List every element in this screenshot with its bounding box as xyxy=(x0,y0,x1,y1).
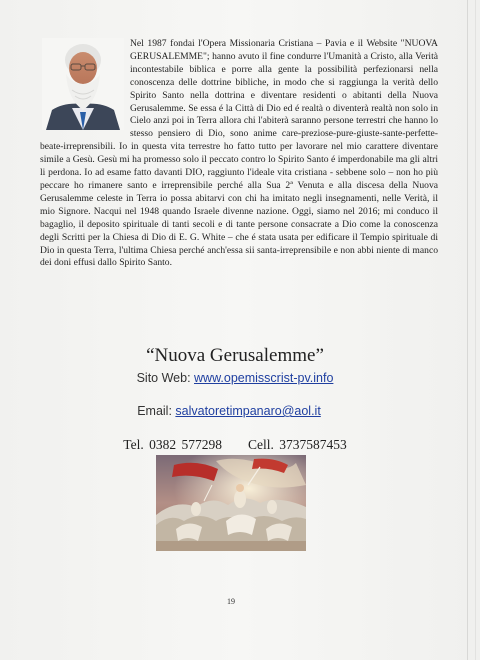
page-edge xyxy=(475,0,476,660)
email-link[interactable]: salvatoretimpanaro@aol.it xyxy=(175,404,321,418)
phone-line xyxy=(0,437,470,453)
page-edge xyxy=(467,0,468,660)
body-paragraph: Nel 1987 fondai l'Opera Missionaria Cristiana – Pavia e il Website "NUOVA GERUSALEMME"; hanno avuto il fine condurre l'Umanità a Cristo, alla Verità incontestabile biblica e porre alla gente la possibilità perfezionarsi nella conoscenza delle dottrine bibliche, in modo che si raggiunga la verità dello Spirito Santo nella dottrina e diventare residenti o abitanti della Nuova Gerusalemme. Se essa é la Città di Dio ed é realtà o diventerà realtà non solo in Cielo anzi poi in Terra allora chi l'abiterà saranno persone terrestri che hanno lo stesso pensiero di Dio, sono anime care-preziose-pure-giuste-sante-perfette-beate-irreprensibili. Io in questa vita terrestre ho fatto tutto per lavorare nel mio carattere diventare simile a Gesù. Gesù mi ha promesso solo il peccato contro lo Spirito Santo é imperdonabile ma gli altri li perdona. Io ad esame fatto davanti DIO, raggiunto l'ideale vita cristiana - sebbene solo – non ho più peccare ho rimanere santo e irreprensibile perché alla Sua 2ª Venuta e alla discesa della Nuova Gerusalemme celeste in Terra io possa abitarvi con chi ha imitato negli insegnamenti, nelle Verità, il mio Signore. Nacqui nel 1948 quando Israele divenne nazione. Oggi, siamo nel 2016; mi conduco il bagaglio, il deposito spirituale di tanti secoli e di tante persone consacrate a Dio come la conoscenza degli Scritti per la Chiesa di Dio di E. G. White – che é stata usata per edificare il Tempio spirituale di Dio in questa Terra, l'ultima Chiesa perché anch'essa sii santa-irreprensibile e non abbi niente di manco dei doni effusi dallo Spirito Santo. xyxy=(40,38,438,269)
email-line xyxy=(0,404,458,418)
email-label: Email: xyxy=(137,404,176,418)
website-label: Sito Web: xyxy=(136,371,195,385)
page-number: 19 xyxy=(227,597,235,606)
website-line xyxy=(0,371,470,385)
portrait-spacer xyxy=(40,38,130,132)
horsemen-painting xyxy=(156,455,306,551)
cell-number: Cell. 3737587453 xyxy=(247,437,347,452)
telephone-number: Tel. 0382 577298 xyxy=(123,437,222,452)
document-title: “Nuova Gerusalemme” xyxy=(146,345,324,366)
website-link[interactable]: www.opemisscrist-pv.info xyxy=(194,371,334,385)
intro-text xyxy=(40,38,438,270)
